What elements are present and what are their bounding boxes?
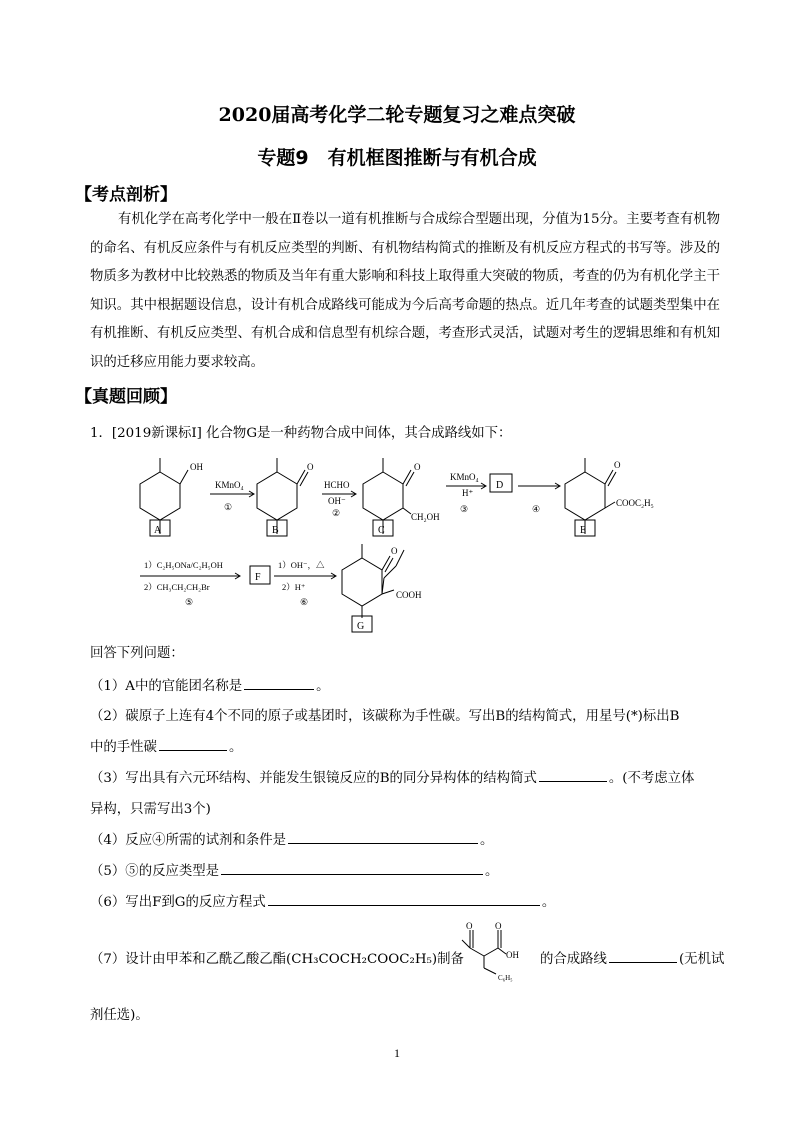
group-o-b: O (307, 462, 314, 472)
reagent-2-top: HCHO (324, 480, 350, 490)
label-e: E (580, 525, 587, 536)
answer-blank-6[interactable] (268, 893, 540, 906)
question-1-1: （1）A中的官能团名称是 。 (90, 679, 330, 694)
group-oh: OH (190, 462, 203, 472)
step-3: ③ (460, 504, 469, 514)
synthesis-scheme (0, 440, 794, 640)
step-5: ⑤ (185, 597, 194, 607)
reagent-3-top: KMnO₄ (450, 472, 479, 482)
label-d: D (496, 480, 504, 491)
reagent-6-bottom: 2）H⁺ (282, 582, 306, 592)
svg-text:O: O (495, 921, 502, 931)
page-number: 1 (394, 1046, 400, 1060)
reagent-5-top: 1）C₂H₅ONa/C₂H₅OH (144, 560, 223, 570)
document-title: 2020届高考化学二轮专题复习之难点突破 (218, 104, 576, 126)
question-1-2-line2: 中的手性碳 。 (90, 740, 243, 755)
answer-blank-4[interactable] (288, 831, 478, 844)
svg-text:O: O (466, 921, 473, 931)
step-4: ④ (532, 504, 541, 514)
question-1-5: （5）⑤的反应类型是 。 (90, 864, 499, 879)
answer-blank-1[interactable] (244, 677, 314, 690)
question-1-3-line2: 异构，只需写出3个) (90, 802, 211, 817)
reagent-3-bottom: H⁺ (462, 488, 474, 498)
answer-blank-7[interactable] (609, 950, 677, 963)
section-heading-analysis: 【考点剖析】 (75, 185, 177, 205)
label-c: C (378, 525, 385, 536)
answer-blank-2[interactable] (159, 738, 227, 751)
question-1-4: （4）反应④所需的试剂和条件是 。 (90, 833, 494, 848)
reagent-5-bottom: 2）CH₃CH₂CH₂Br (144, 582, 210, 592)
question-1-6: （6）写出F到G的反应方程式 。 (90, 895, 556, 910)
label-b: B (272, 525, 279, 536)
label-a: A (154, 525, 162, 536)
question-1-7-end: 的合成路线 (无机试 (540, 952, 725, 967)
target-mol-r: C₆H₅ (498, 974, 513, 982)
question-1-2-line1: （2）碳原子上连有4个不同的原子或基团时，该碳称为手性碳。写出B的结构简式，用星号(*)标出B (90, 709, 680, 724)
reagent-1: KMnO₄ (215, 480, 244, 490)
analysis-paragraph: 有机化学在高考化学中一般在Ⅱ卷以一道有机推断与合成综合型题出现，分值为15分。主要考查有机物的命名、有机反应条件与有机反应类型的判断、有机物结构简式的推断及有机反应方程式的书写等。涉及的物质多为教材中比较熟悉的物质及当年有重大影响和科技上取得重大突破的物质，考查的仍为有机化学主干知识。其中根据题设信息，设计有机合成路线可能成为今后高考命题的热点。近几年考查的试题类型集中在有机推断、有机反应类型、有机合成和信息型有机综合题，考查形式灵活，试题对考生的逻辑思维和有机知识的迁移应用能力要求较高。 (90, 212, 720, 370)
target-mol-oh: OH (506, 950, 519, 960)
answer-blank-3[interactable] (539, 769, 607, 782)
answer-blank-5[interactable] (221, 862, 483, 875)
question-1-7-start: （7）设计由甲苯和乙酰乙酸乙酯(CH₃COCH₂COOC₂H₅)制备 (90, 952, 464, 967)
label-f: F (255, 572, 261, 583)
group-cooh: COOH (396, 590, 422, 600)
section-heading-review: 【真题回顾】 (75, 387, 177, 407)
question-1-intro: 1．[2019新课标Ⅰ] 化合物G是一种药物合成中间体，其合成路线如下： (90, 426, 512, 441)
reagent-2-bottom: OH⁻ (328, 496, 346, 506)
label-g: G (357, 621, 365, 632)
group-o-c: O (414, 462, 421, 472)
group-o-e: O (614, 460, 621, 470)
reagent-6-top: 1）OH⁻，△ (278, 560, 325, 570)
group-o-g: O (391, 546, 398, 556)
step-1: ① (224, 502, 233, 512)
document-subtitle: 专题9 有机框图推断与有机合成 (257, 147, 537, 169)
step-2: ② (332, 508, 341, 518)
question-1-7-line2: 剂任选)。 (90, 1008, 149, 1023)
step-6: ⑥ (300, 597, 309, 607)
question-1-3-line1: （3）写出具有六元环结构、并能发生银镜反应的B的同分异构体的结构简式 。(不考虑立体 (90, 771, 695, 786)
group-ch2oh: CH₂OH (411, 512, 440, 522)
target-molecule (458, 920, 538, 984)
group-cooc2h5: COOC₂H₅ (616, 498, 654, 508)
answer-prompt: 回答下列问题： (90, 646, 184, 661)
